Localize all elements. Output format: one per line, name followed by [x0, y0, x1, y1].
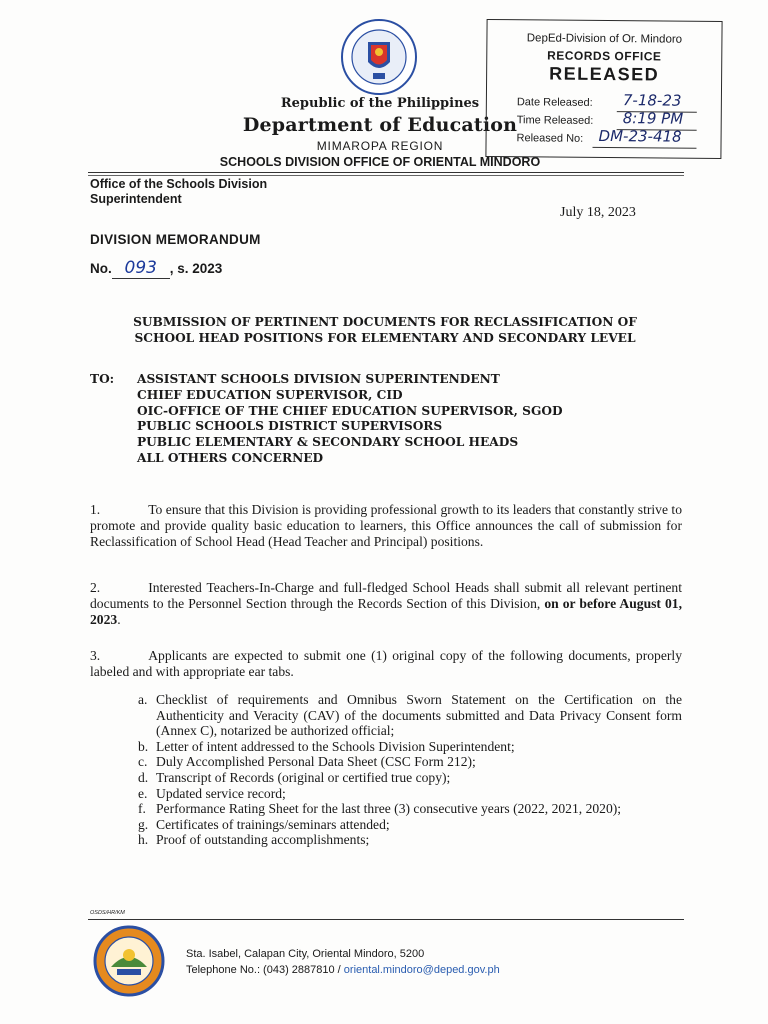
subject-line-2: SCHOOL HEAD POSITIONS FOR ELEMENTARY AND SECONDARY LEVEL [134, 331, 636, 345]
list-item: d. Transcript of Records (original or certified true copy); [138, 769, 451, 785]
footer-contact [186, 946, 500, 978]
stamp-no-label: Released No: [516, 132, 584, 145]
memo-number-line [90, 258, 222, 279]
list-item: h. Proof of outstanding accomplishments; [138, 832, 370, 848]
paragraph-3 [90, 648, 682, 680]
released-stamp [485, 19, 722, 159]
footer-rule [88, 919, 684, 920]
memo-date: July 18, 2023 [560, 205, 636, 220]
header-rule-thin [88, 175, 684, 176]
stamp-status: RELEASED [549, 63, 660, 85]
office-line-1: Office of the Schools Division [90, 177, 268, 191]
office-block [90, 177, 267, 207]
division-logo [93, 925, 165, 997]
to-label: TO: [90, 372, 115, 386]
memo-title: DIVISION MEMORANDUM [90, 232, 261, 247]
paragraph-2: 2. Interested Teachers-In-Charge and full-fledged School Heads shall submit all relevant pertinent documents to the Personnel Section through the Records Section of this Division, on or before August 01, 2023. [90, 580, 682, 627]
republic-heading: Republic of the Philippines [280, 96, 480, 111]
list-item: a. Checklist of requirements and Omnibus Sworn Statement on the Certification on the Authenticity and Veracity (CAV) of the documents submitted and Data Privacy Consent form (Annex C), notarized be authorized official; [138, 692, 682, 739]
footer-code: OSDS/HR/KM [90, 910, 125, 916]
office-line-2: Superintendent [90, 192, 182, 206]
paragraph-number: 3. [90, 648, 101, 663]
memo-subject [100, 314, 670, 346]
footer-phone: Telephone No.: (043) 2887810 / [186, 964, 341, 976]
stamp-date-label: Date Released: [516, 96, 593, 109]
paragraph-number: 1. [90, 502, 101, 517]
stamp-date-value: 7-18-23 [622, 91, 682, 110]
requirements-list [138, 692, 682, 848]
recipient: ALL OTHERS CONCERNED [137, 450, 324, 465]
subject-line-1: SUBMISSION OF PERTINENT DOCUMENTS FOR RECLASSIFICATION OF [133, 315, 637, 329]
stamp-time-label: Time Released: [516, 114, 594, 127]
recipient: CHIEF EDUCATION SUPERVISOR, CID [137, 387, 403, 402]
footer-email-link[interactable]: oriental.mindoro@deped.gov.ph [343, 964, 500, 976]
stamp-no-value: DM-23-418 [598, 126, 682, 146]
paragraph-text: Interested Teachers-In-Charge and full-fledged School Heads shall submit all relevant pertinent documents to the Personnel Section through the Records Section of this Division, [90, 580, 682, 611]
deadline-text: on or before August 01, 2023 [90, 596, 682, 627]
list-item: e. Updated service record; [138, 785, 286, 801]
paragraph-text: To ensure that this Division is providing professional growth to its leaders that constantly strive to promote and provide quality basic education to learners, this Office announces the call of submission for Reclassification of School Head (Head Teacher and Principal) positions. [90, 502, 682, 549]
department-heading: Department of Education [242, 114, 518, 136]
list-item: g. Certificates of trainings/seminars attended; [138, 816, 390, 832]
list-item: f. Performance Rating Sheet for the last three (3) consecutive years (2022, 2021, 2020); [138, 801, 622, 817]
list-item: c. Duly Accomplished Personal Data Sheet (CSC Form 212); [138, 754, 476, 770]
recipient: OIC-OFFICE OF THE CHIEF EDUCATION SUPERVISOR, SGOD [137, 403, 563, 418]
memo-series: , s. 2023 [169, 261, 223, 276]
stamp-section: RECORDS OFFICE [547, 48, 662, 64]
memo-no-prefix: No. [90, 261, 112, 276]
recipient: PUBLIC SCHOOLS DISTRICT SUPERVISORS [137, 419, 443, 434]
paragraph-number: 2. [90, 580, 101, 595]
division-office-heading: SCHOOLS DIVISION OFFICE OF ORIENTAL MINDORO [219, 155, 541, 169]
header-rule [88, 172, 684, 173]
stamp-time-value: 8:19 PM [622, 109, 684, 128]
deped-seal-logo [340, 18, 418, 96]
paragraph-1 [90, 502, 682, 550]
recipient: PUBLIC ELEMENTARY & SECONDARY SCHOOL HEADS [137, 435, 519, 450]
stamp-office: DepEd-Division of Or. Mindoro [526, 32, 683, 46]
footer-address: Sta. Isabel, Calapan City, Oriental Mindoro, 5200 [186, 948, 425, 960]
region-heading: MIMAROPA REGION [316, 139, 444, 153]
memo-number: 093 [112, 258, 170, 279]
recipient: ASSISTANT SCHOOLS DIVISION SUPERINTENDENT [137, 372, 500, 386]
recipient-list [137, 372, 563, 467]
paragraph-text: Applicants are expected to submit one (1) original copy of the following documents, properly labeled and with appropriate ear tabs. [90, 648, 682, 679]
list-item: b. Letter of intent addressed to the Schools Division Superintendent; [138, 738, 515, 754]
